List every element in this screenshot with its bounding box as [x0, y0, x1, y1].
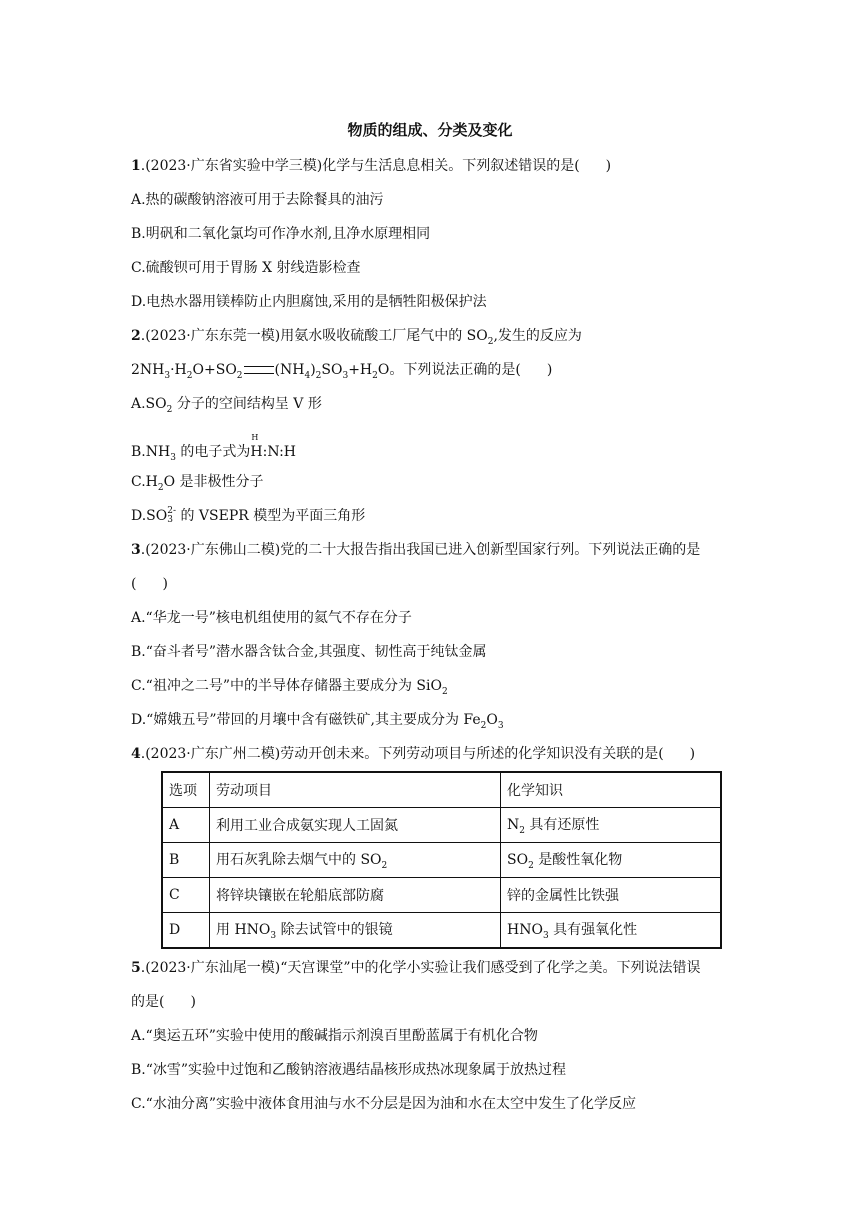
answer-paren: ( ) [131, 576, 168, 592]
question-2-stem: 2.(2023·广东东莞一模)用氨水吸收硫酸工厂尾气中的 $SO_2$,发生的反应为 [131, 328, 582, 347]
table-cell: C [162, 878, 210, 913]
option-d: D.“嫦娥五号”带回的月壤中含有磁铁矿,其主要成分为 $Fe_2O_3$ [131, 712, 504, 731]
option-b: $B.NH_3$ 的电子式为 H H:N:H [131, 433, 296, 463]
table-cell: 用石灰乳除去烟气中的 $SO_2$ [210, 843, 501, 878]
table-header: 化学知识 [501, 772, 722, 808]
table-cell: 锌的金属性比铁强 [501, 878, 722, 913]
question-5-stem: 5.(2023·广东汕尾一模)“天宫课堂”中的化学小实验让我们感受到了化学之美。下列说法错误 [131, 960, 701, 976]
table-cell: 用 $HNO_3$ 除去试管中的银镜 [210, 913, 501, 949]
question-number: 1 [131, 158, 141, 174]
option-d: D.电热水器用镁棒防止内胆腐蚀,采用的是牺牲阳极保护法 [131, 294, 487, 310]
option-c: C.“祖冲之二号”中的半导体存储器主要成分为 SiO$_2$ [131, 678, 448, 697]
option-a: A.“奥运五环”实验中使用的酸碱指示剂溴百里酚蓝属于有机化合物 [131, 1028, 538, 1044]
question-3-stem: 3.(2023·广东佛山二模)党的二十大报告指出我国已进入创新型国家行列。下列说法正确的是 [131, 542, 701, 558]
electron-formula: H H:N:H [250, 433, 296, 460]
table-header-row [162, 772, 721, 808]
table-header: 劳动项目 [210, 772, 501, 808]
table-cell: $HNO_3$ 具有强氧化性 [501, 913, 722, 949]
option-d: D.SO 2- 3 的 VSEPR 模型为平面三角形 [131, 506, 366, 525]
table-header: 选项 [162, 772, 210, 808]
table-row [162, 878, 721, 913]
table-cell: A [162, 808, 210, 843]
question-number: 5 [131, 960, 141, 976]
table-row [162, 913, 721, 949]
option-c: C.硫酸钡可用于胃肠 X 射线造影检查 [131, 260, 361, 276]
question-number: 4 [131, 746, 141, 762]
page-title: 物质的组成、分类及变化 [347, 121, 513, 139]
option-a: A.“华龙一号”核电机组使用的氦气不存在分子 [131, 610, 412, 626]
option-a: $A.SO_2$ 分子的空间结构呈 V 形 [131, 396, 322, 415]
table-cell: $SO_2$ 是酸性氧化物 [501, 843, 722, 878]
table-cell: $N_2$ 具有还原性 [501, 808, 722, 843]
question-4-stem: 4.(2023·广东广州二模)劳动开创未来。下列劳动项目与所述的化学知识没有关联的是( ) [131, 746, 696, 762]
option-b: B.明矾和二氧化氯均可作净水剂,且净水原理相同 [131, 226, 431, 242]
question-number: 2 [131, 328, 141, 344]
table-row [162, 808, 721, 843]
table-cell: D [162, 913, 210, 949]
question-4-table [161, 771, 722, 949]
option-c: $C.H_2O$ 是非极性分子 [131, 474, 264, 493]
option-b: B.“冰雪”实验中过饱和乙酸钠溶液遇结晶核形成热冰现象属于放热过程 [131, 1062, 567, 1078]
option-b: B.“奋斗者号”潜水器含钛合金,其强度、韧性高于纯钛金属 [131, 644, 487, 660]
table-row [162, 843, 721, 878]
question-5-stem-cont: 的是( ) [131, 994, 196, 1010]
option-c: C.“水油分离”实验中液体食用油与水不分层是因为油和水在太空中发生了化学反应 [131, 1096, 636, 1112]
reaction-equation: $2NH_3\cdot H_2O+SO_2$ $(NH_4)_2SO_3+H_2O$。下列说法正确的是( ) [131, 362, 553, 381]
question-1-stem: 1.(2023·广东省实验中学三模)化学与生活息息相关。下列叙述错误的是( ) [131, 158, 612, 174]
equals-sign [244, 366, 274, 374]
option-a: A.热的碳酸钠溶液可用于去除餐具的油污 [131, 192, 384, 208]
table-cell: 将锌块镶嵌在轮船底部防腐 [210, 878, 501, 913]
table-cell: B [162, 843, 210, 878]
question-number: 3 [131, 542, 141, 558]
table-cell: 利用工业合成氨实现人工固氮 [210, 808, 501, 843]
